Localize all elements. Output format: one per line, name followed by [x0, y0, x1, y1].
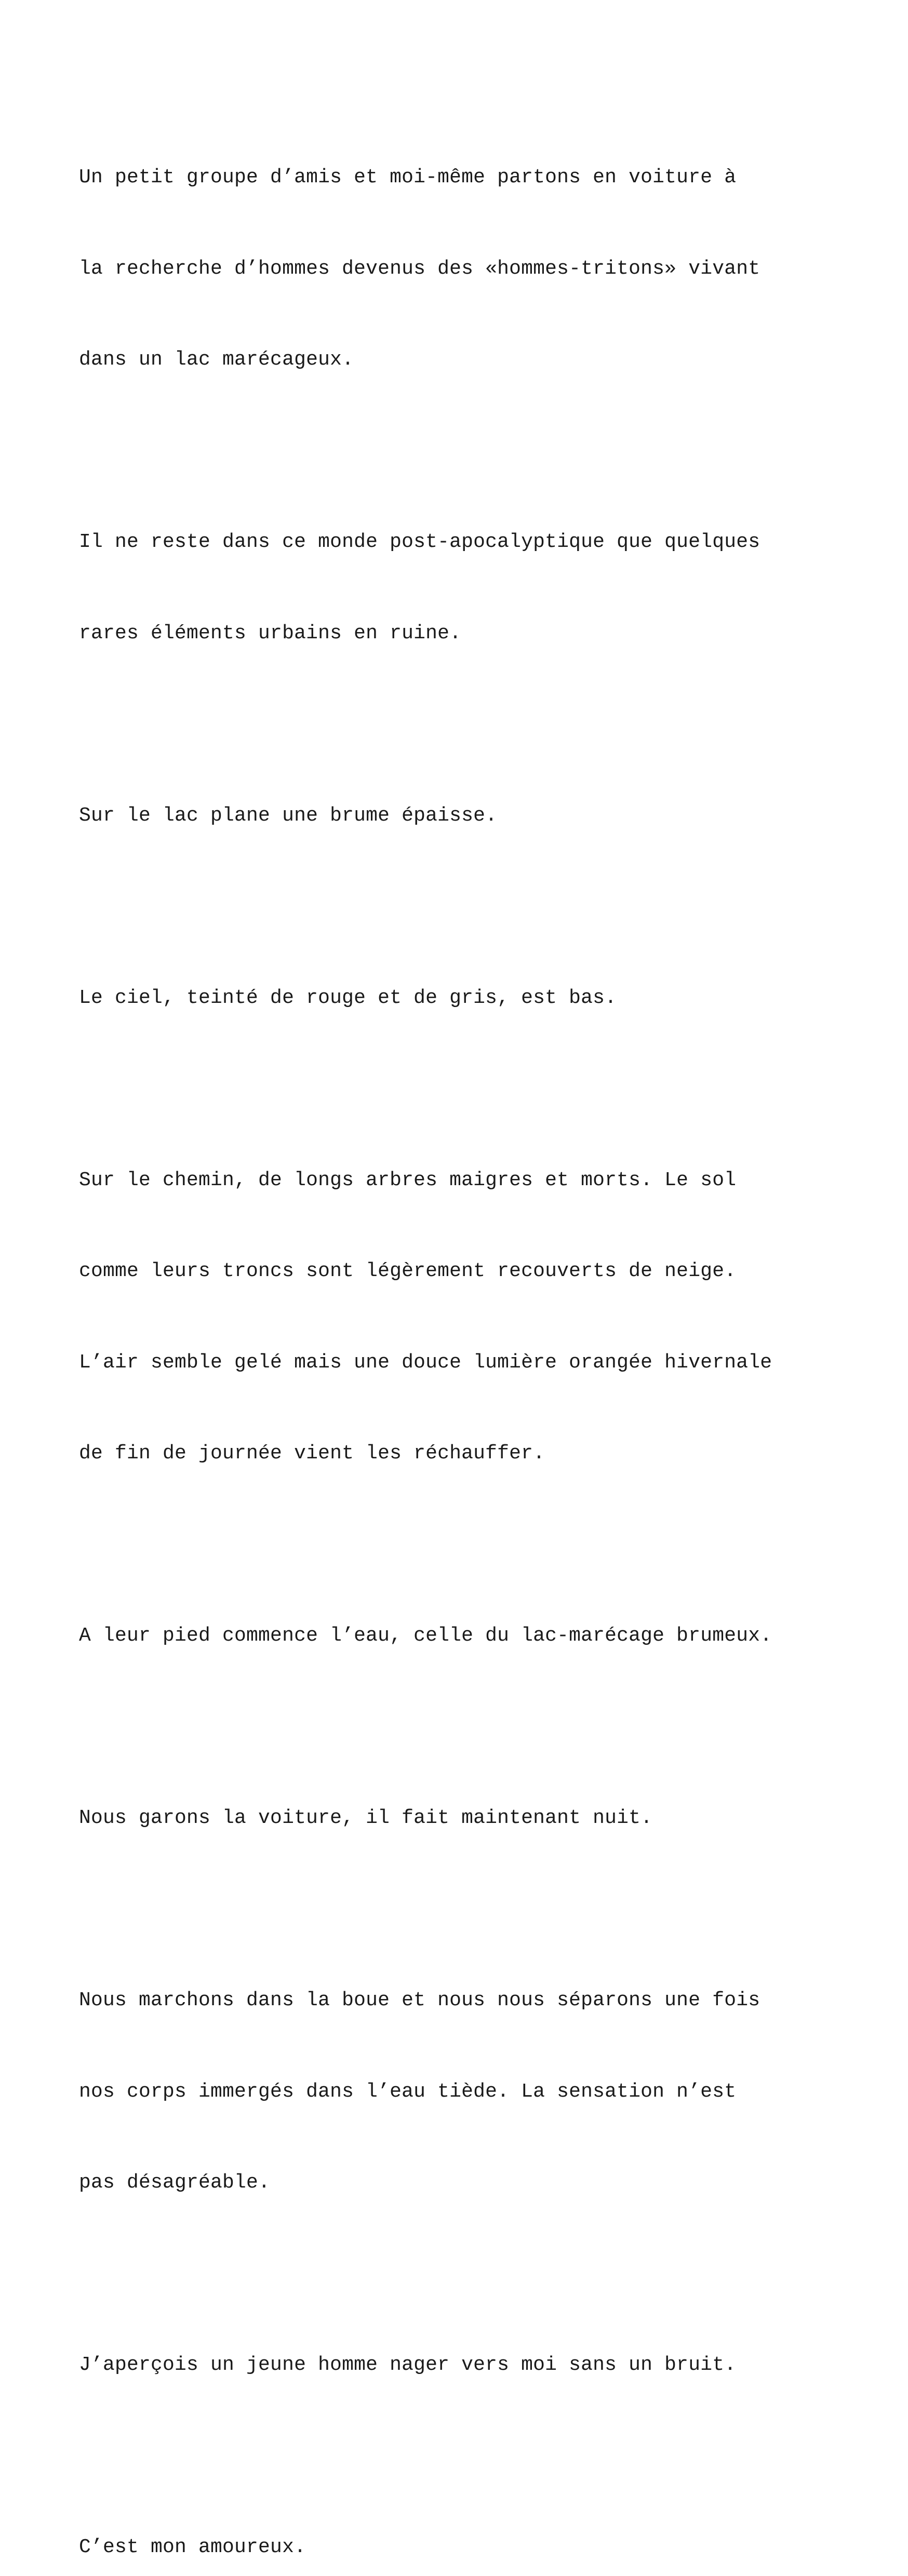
text-line: L’air semble gelé mais une douce lumière orangée hivernale — [79, 1351, 772, 1374]
text-line: la recherche d’hommes devenus des «hommes-tritons» vivant — [79, 257, 760, 280]
text-line: dans un lac marécageux. — [79, 348, 354, 371]
text-line: nos corps immergés dans l’eau tiède. La sensation n’est — [79, 2080, 737, 2103]
text-line: pas désagréable. — [79, 2171, 271, 2194]
paragraph-2 — [79, 466, 869, 709]
text-line: Nous garons la voiture, il fait maintenant nuit. — [79, 1807, 653, 1829]
text-line: Il ne reste dans ce monde post-apocalyptique que quelques — [79, 531, 760, 553]
paragraph-9 — [79, 2289, 869, 2441]
document-body — [79, 102, 869, 2576]
text-line: rares éléments urbains en ruine. — [79, 622, 462, 645]
text-line: C’est mon amoureux. — [79, 2536, 306, 2558]
text-line: Nous marchons dans la boue et nous nous séparons une fois — [79, 1989, 760, 2011]
text-line: Un petit groupe d’amis et moi-même partons en voiture à — [79, 166, 737, 189]
text-line: Sur le lac plane une brume épaisse. — [79, 804, 498, 827]
text-line: de fin de journée vient les réchauffer. — [79, 1442, 545, 1465]
paragraph-8 — [79, 1925, 869, 2259]
text-line: A leur pied commence l’eau, celle du lac-marécage brumeux. — [79, 1625, 772, 1647]
text-line: Le ciel, teinté de rouge et de gris, est bas. — [79, 986, 617, 1009]
paragraph-4 — [79, 922, 869, 1075]
text-line: J’aperçois un jeune homme nager vers moi sans un bruit. — [79, 2354, 737, 2376]
paragraph-3 — [79, 740, 869, 892]
paragraph-10 — [79, 2472, 869, 2576]
paragraph-6 — [79, 1560, 869, 1712]
text-line: comme leurs troncs sont légèrement recouverts de neige. — [79, 1260, 737, 1282]
paragraph-5 — [79, 1105, 869, 1530]
text-line: Sur le chemin, de longs arbres maigres et morts. Le sol — [79, 1169, 737, 1191]
paragraph-1 — [79, 102, 869, 436]
paragraph-7 — [79, 1742, 869, 1895]
